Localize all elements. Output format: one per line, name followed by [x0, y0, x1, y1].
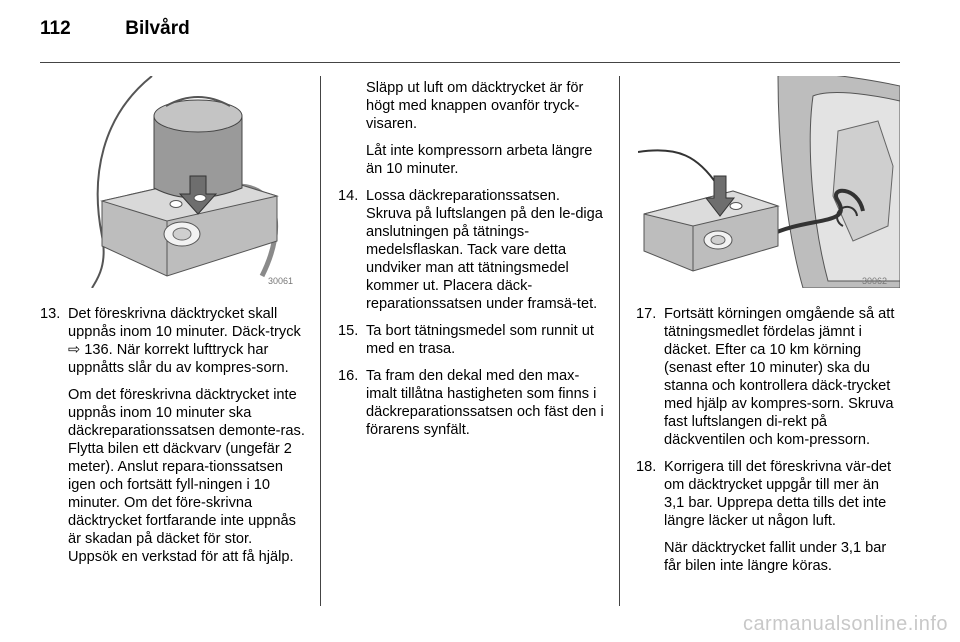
- list-number: 15.: [338, 323, 359, 339]
- list-item-15: [338, 322, 606, 358]
- paragraph: Om det föreskrivna däcktrycket inte uppnås inom 10 minuter ska däckreparationssatsen demonte-ras. Flytta bilen ett däckvarv (ungefär 2 meter). Anslut repara-tionssatsen igen och fortsätt fyll-ningen i 10 minuter. Om det före-skrivna däcktrycket fortfarande inte uppnås är skadan på däcket för stor. Uppsök en verkstad för att få hjälp.: [68, 387, 305, 565]
- column-1: [40, 305, 305, 575]
- list-number: 18.: [636, 459, 657, 475]
- paragraph: Korrigera till det föreskrivna vär-det om däcktrycket uppgår till mer än 3,1 bar. Upprepa detta tills det inte längre läcker ut någon luft.: [664, 459, 892, 529]
- figure-number-right: 30062: [862, 276, 888, 286]
- column-divider-left: [320, 76, 321, 606]
- watermark: carmanualsonline.info: [742, 613, 948, 635]
- list-item-16: [338, 367, 606, 439]
- paragraph: Låt inte kompressorn arbeta längre än 10 minuter.: [366, 143, 593, 177]
- list-item-13: [40, 305, 305, 566]
- figure-number-left: 30061: [268, 276, 294, 286]
- list-number: 14.: [338, 188, 359, 204]
- compressor-tyre-illustration: [638, 76, 900, 288]
- list-text: Lossa däckreparationssatsen. Skruva på luftslangen på den le-diga anslutningen på tätnings-medelsflaskan. Tack vare detta undviker man att tätningsmedel kommer ut. Placera däck-reparationssatsen under framsä-tet.: [366, 188, 603, 312]
- header-rule: [40, 62, 900, 63]
- page-title: Bilvård: [125, 18, 190, 39]
- compressor-illustration: [62, 76, 306, 288]
- list-number: 16.: [338, 368, 359, 384]
- column-divider-right: [619, 76, 620, 606]
- column-2: [338, 79, 606, 448]
- paragraph: Släpp ut luft om däcktrycket är för högt med knappen ovanför tryck-visaren.: [366, 80, 584, 132]
- column-3: [636, 305, 902, 584]
- list-text: Ta fram den dekal med den max-imalt tillåtna hastigheten som finns i däckreparationssatsen och fäst den i förarens synfält.: [366, 368, 604, 438]
- list-item-18: [636, 458, 902, 575]
- paragraph: Det föreskrivna däcktrycket skall uppnås inom 10 minuter. Däck-tryck ⇨ 136. När korrekt lufttryck har uppnåtts slår du av kompres-sorn.: [68, 306, 301, 376]
- page-header: [40, 18, 190, 40]
- list-text: Fortsätt körningen omgående så att tätningsmedlet fördelas jämnt i däcket. Efter ca 10 km körning (senast efter 10 minuter) ska du stanna och kontrollera däck-trycket med hjälp av kompres-sorn. Skruva fast luftslangen di-rekt på däckventilen och kom-pressorn.: [664, 306, 895, 448]
- list-item-14: [338, 187, 606, 313]
- list-item-17: [636, 305, 902, 449]
- page-number: 112: [40, 18, 71, 39]
- list-number: 13.: [40, 306, 61, 322]
- list-text: Ta bort tätningsmedel som runnit ut med en trasa.: [366, 323, 594, 357]
- list-number: 17.: [636, 306, 657, 322]
- paragraph: När däcktrycket fallit under 3,1 bar får bilen inte längre köras.: [664, 540, 887, 574]
